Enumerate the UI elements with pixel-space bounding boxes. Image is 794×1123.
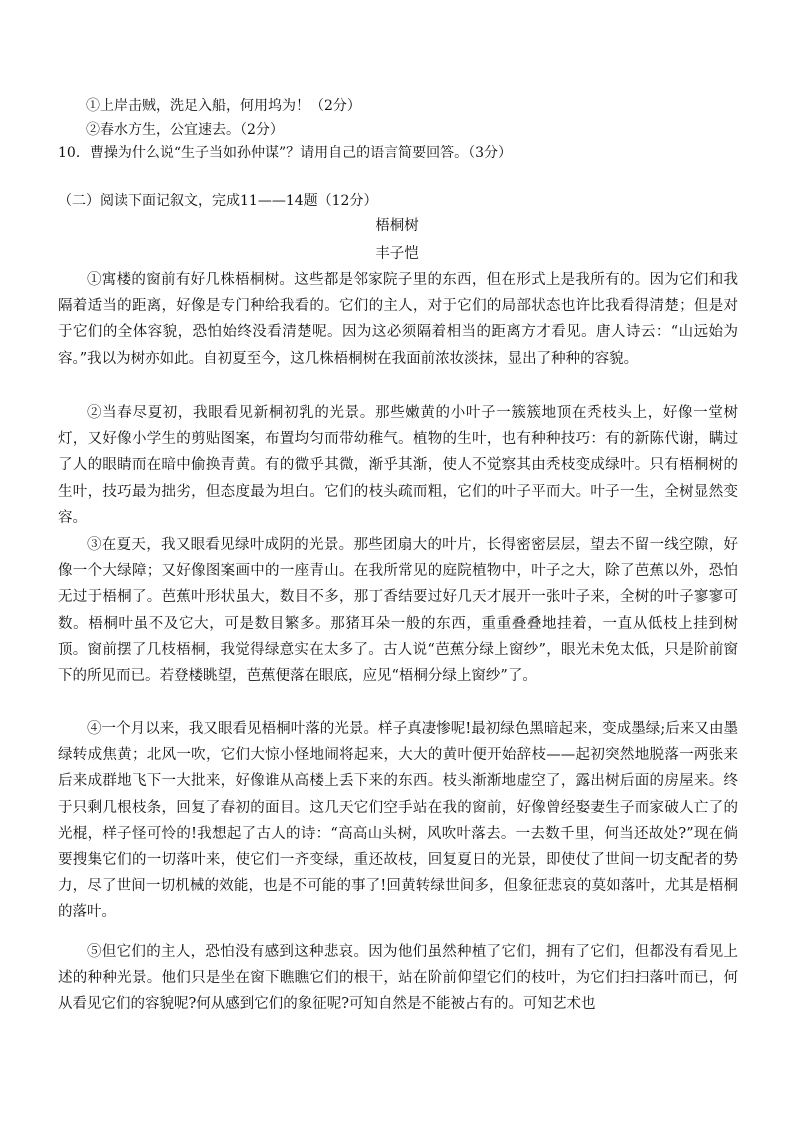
article-paragraph-5: ⑤但它们的主人，恐怕没有感到这种悲哀。因为他们虽然种植了它们，拥有了它们，但都没有看见上述的种种光景。他们只是坐在窗下瞧瞧它们的根干，站在阶前仰望它们的枝叶，为它们扫扫落叶而已，何从看见它们的容貌呢?何从感到它们的象征呢?可知自然是不能被占有的。可知艺术也 — [58, 944, 738, 1013]
article-title: 梧桐树 — [375, 218, 419, 234]
question-10: 10．曹操为什么说“生子当如孙仲谋”？请用自己的语言简要回答。（3分） — [58, 145, 513, 161]
article-paragraph-4: ④一个月以来，我又眼看见梧桐叶落的光景。样子真凄惨呢!最初绿色黑暗起来，变成墨绿;后来又由墨绿转成焦黄；北风一吹，它们大惊小怪地闹将起来，大大的黄叶便开始辞枝——起初突然地脱落一两张来 后来成群地飞下一大批来，好像谁从高楼上丢下来的东西。枝头渐渐地虚空了，露出树后面的房屋来。终于只剩几根枝条，回复了春初的面目。这几天它们空手站在我的窗前，好像曾经娶妻生子而家破人亡了的光棍，样子怪可怜的!我想起了古人的诗：“高高山头树，风吹叶落去。一去数千里，何当还故处?”现在倘要搜集它们的一切落叶来，使它们一齐变绿，重还故枝，回复夏日的光景，即使仗了世间一切支配者的势力，尽了世间一切机械的效能，也是不可能的事了!回黄转绿世间多，但象征悲哀的莫如落叶，尤其是梧桐的落叶。 — [58, 721, 738, 921]
question-9-item-1: ①上岸击贼，洗足入船，何用坞为！（2分） — [86, 98, 361, 114]
article-paragraph-1: ①寓楼的窗前有好几株梧桐树。这些都是邻家院子里的东西，但在形式上是我所有的。因为它们和我隔着适当的距离，好像是专门种给我看的。它们的主人，对于它们的局部状态也许比我看得清楚；但是对于它们的全体容貌，恐怕始终没看清楚呢。因为这必须隔着相当的距离方才看见。唐人诗云：“山远始为容。”我以为树亦如此。自初夏至今，这几株梧桐树在我面前浓妆淡抹，显出了种种的容貌。 — [58, 272, 738, 367]
article-author: 丰子恺 — [375, 246, 419, 262]
article-paragraph-3: ③在夏天，我又眼看见绿叶成阴的光景。那些团扇大的叶片，长得密密层层，望去不留一线空隙，好像一个大绿障；又好像图案画中的一座青山。在我所常见的庭院植物中，叶子之大，除了芭蕉以外，恐怕无过于梧桐了。芭蕉叶形状虽大，数目不多，那丁香结要过好几天才展开一张叶子来，全树的叶子寥寥可数。梧桐叶虽不及它大，可是数目繁多。那猪耳朵一般的东西，重重叠叠地挂着，一直从低枝上挂到树顶。窗前摆了几枝梧桐，我觉得绿意实在太多了。古人说“芭蕉分绿上窗纱”，眼光未免太低，只是阶前窗下的所见而已。若登楼眺望，芭蕉便落在眼底，应见“梧桐分绿上窗纱”了。 — [58, 537, 738, 685]
question-9-item-2: ②春水方生，公宜速去。（2分） — [86, 122, 284, 138]
section-heading: （二）阅读下面记叙文，完成11——14题（12分） — [58, 193, 378, 209]
article-paragraph-2: ②当春尽夏初，我眼看见新桐初乳的光景。那些嫩黄的小叶子一簇簇地顶在秃枝头上，好像一堂树灯，又好像小学生的剪贴图案，布置均匀而带幼稚气。植物的生叶，也有种种技巧：有的新陈代谢，瞒过了人的眼睛而在暗中偷换青黄。有的微乎其微，渐乎其渐，使人不觉察其由秃枝变成绿叶。只有梧桐树的生叶，技巧最为拙劣，但态度最为坦白。它们的枝头疏而粗，它们的叶子平而大。叶子一生，全树显然变容。 — [58, 405, 738, 526]
